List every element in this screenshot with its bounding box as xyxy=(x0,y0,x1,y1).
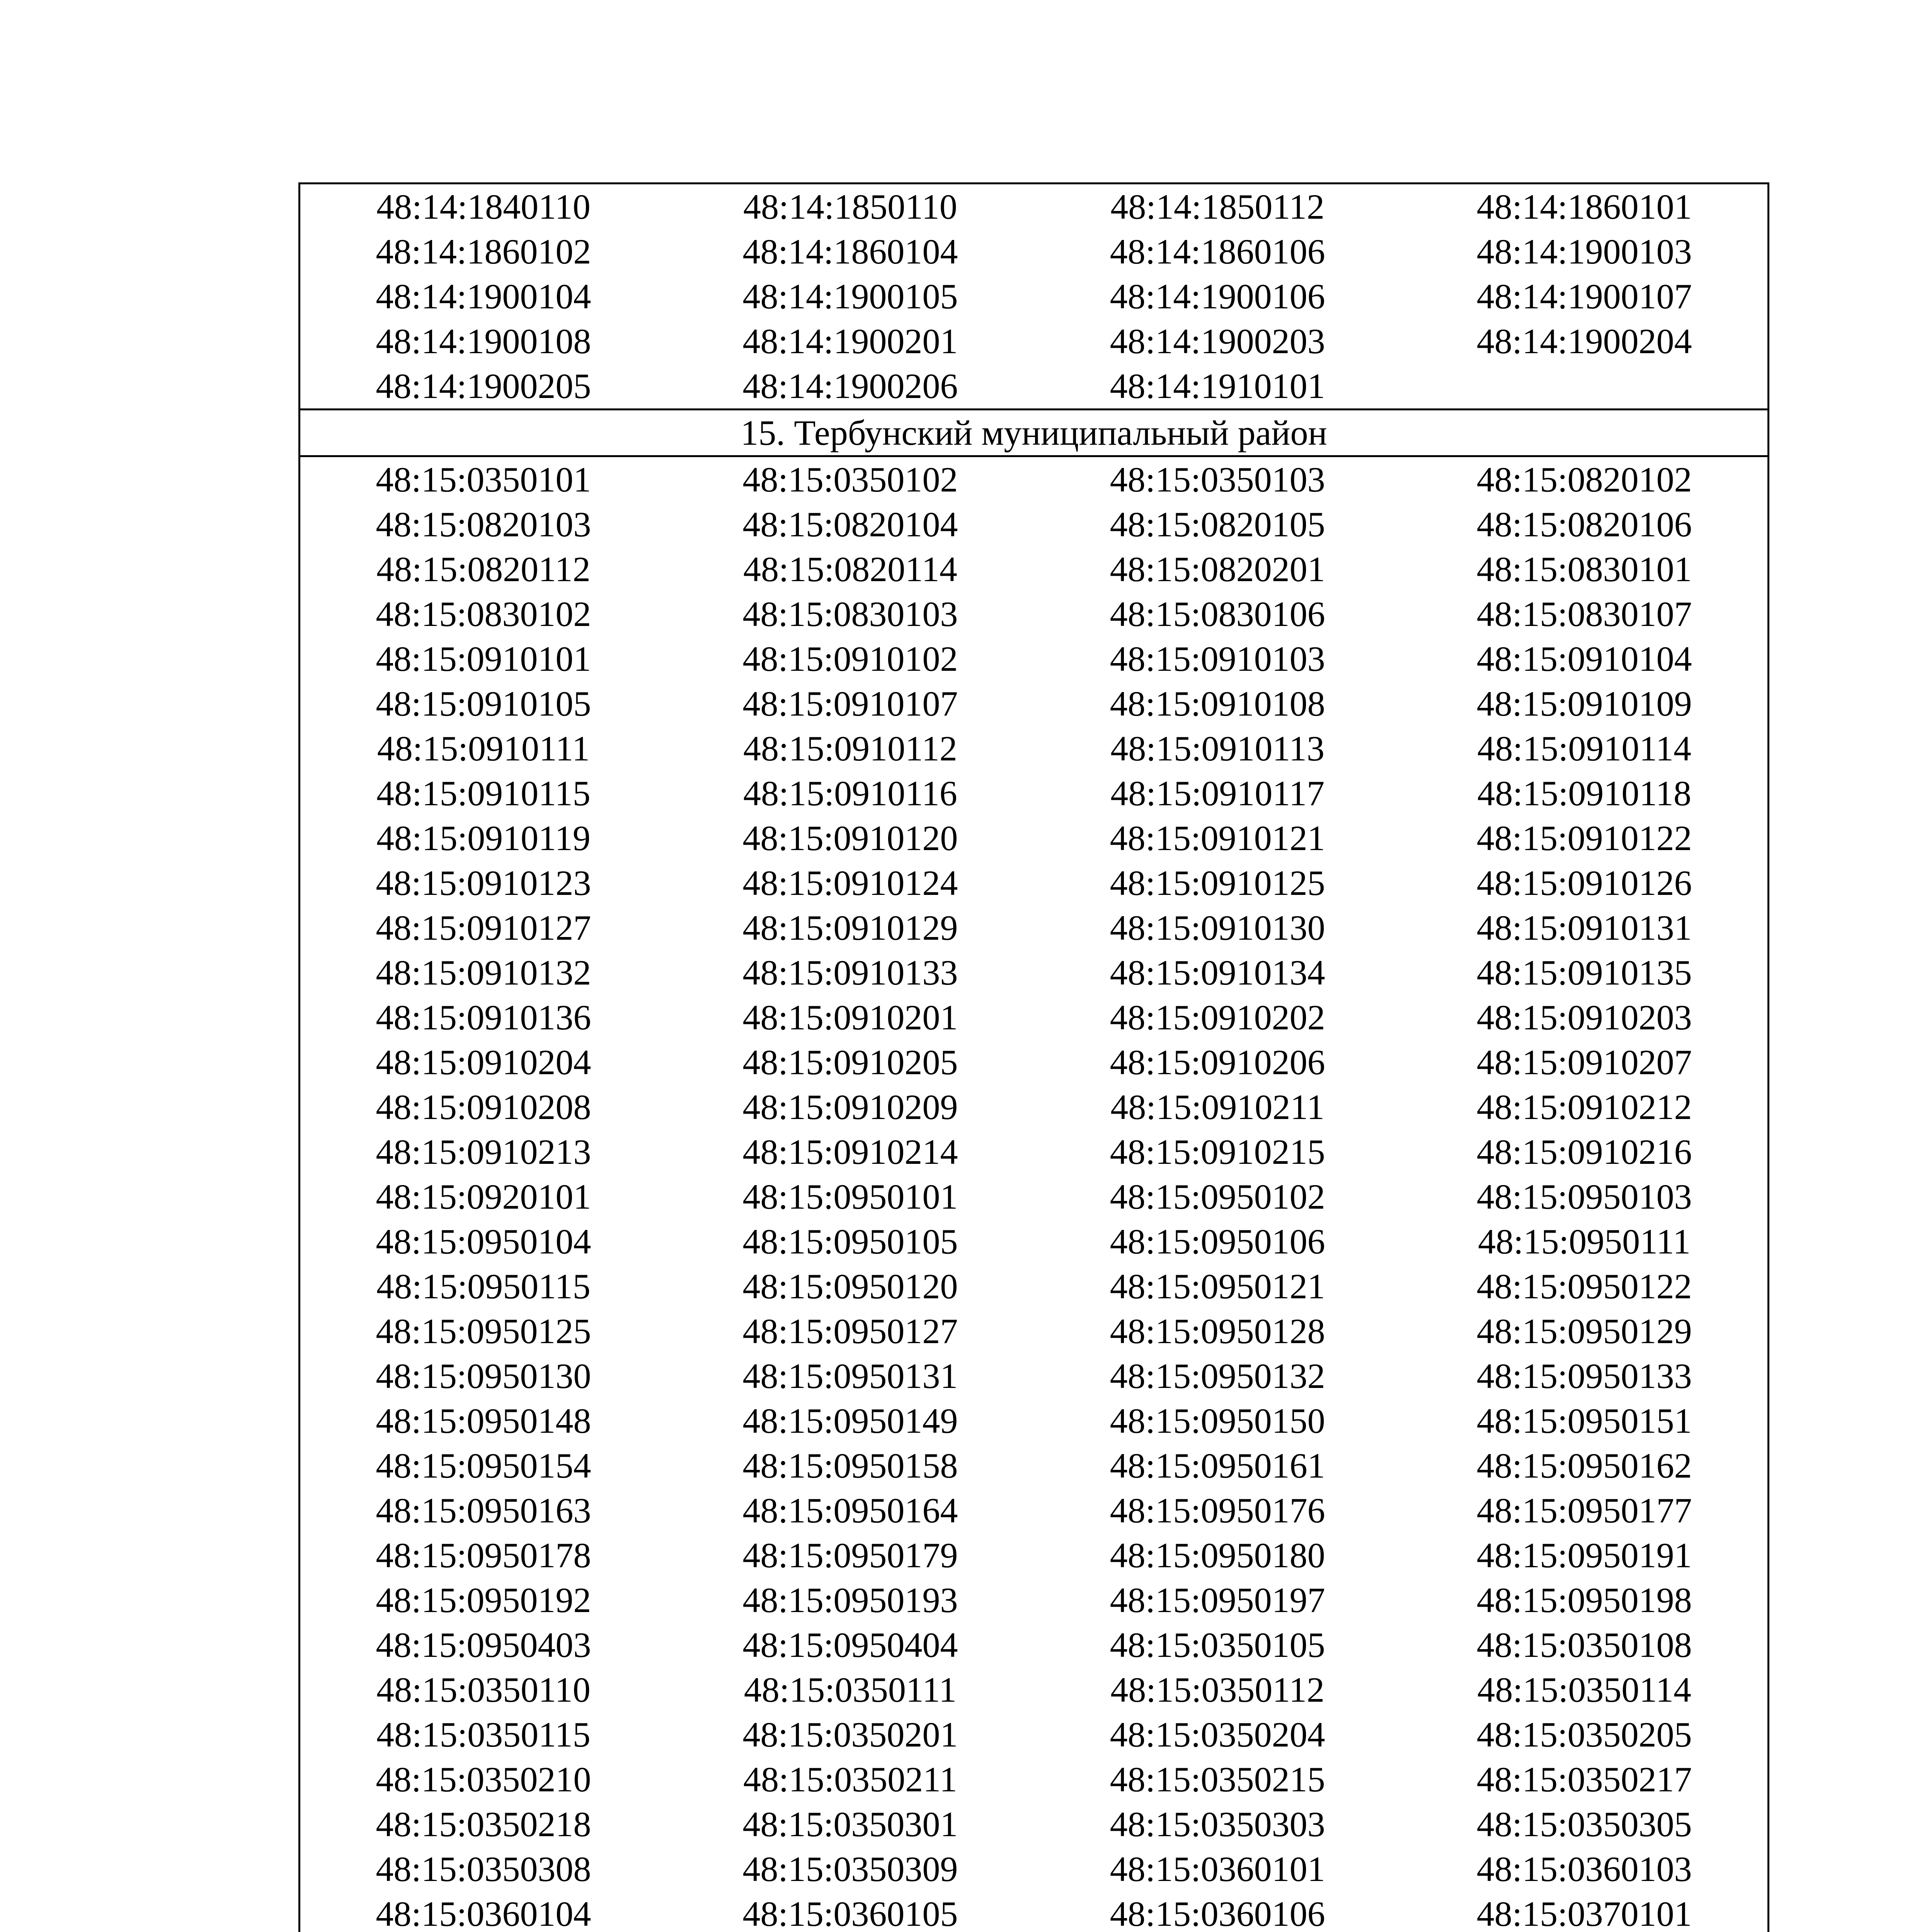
cadastral-number-cell: 48:15:0910214 xyxy=(742,1132,958,1172)
cadastral-number-cell: 48:14:1900201 xyxy=(742,321,958,361)
table-row xyxy=(300,1309,1769,1354)
table-row xyxy=(300,1443,1769,1488)
cadastral-number-cell: 48:15:0350210 xyxy=(376,1760,591,1799)
table-row xyxy=(300,1712,1769,1757)
table-row xyxy=(300,456,1769,502)
cadastral-number-cell: 48:15:0820102 xyxy=(1476,460,1692,499)
cadastral-number-cell: 48:15:0910113 xyxy=(1110,729,1325,768)
cadastral-number-cell: 48:15:0350204 xyxy=(1110,1715,1325,1754)
cadastral-number-cell: 48:15:0910135 xyxy=(1476,953,1692,992)
cadastral-number-cell: 48:15:0910129 xyxy=(742,908,958,947)
cadastral-number-cell: 48:15:0910134 xyxy=(1110,953,1325,992)
table-row xyxy=(300,229,1769,274)
cadastral-number-cell: 48:14:1860102 xyxy=(376,232,591,271)
cadastral-number-cell: 48:15:0910102 xyxy=(742,639,958,679)
cadastral-number-cell: 48:15:0910108 xyxy=(1110,684,1325,723)
cadastral-number-cell: 48:15:0350309 xyxy=(742,1849,958,1889)
cadastral-number-cell: 48:15:0950131 xyxy=(742,1356,958,1396)
cadastral-number-cell: 48:15:0910123 xyxy=(376,863,591,903)
cadastral-number-cell: 48:15:0360104 xyxy=(376,1894,591,1932)
cadastral-number-cell: 48:15:0350108 xyxy=(1476,1625,1692,1665)
table-row xyxy=(300,995,1769,1040)
cadastral-number-cell: 48:15:0950192 xyxy=(376,1580,591,1620)
cadastral-number-cell: 48:15:0360101 xyxy=(1110,1849,1325,1889)
cadastral-number-cell: 48:15:0950106 xyxy=(1110,1222,1325,1261)
cadastral-number-cell: 48:15:0950132 xyxy=(1110,1356,1325,1396)
cadastral-number-cell: 48:15:0910127 xyxy=(376,908,591,947)
cadastral-number-cell: 48:15:0910109 xyxy=(1476,684,1692,723)
cadastral-number-cell: 48:15:0830103 xyxy=(742,594,958,634)
cadastral-number-cell: 48:15:0350301 xyxy=(742,1804,958,1844)
table-row xyxy=(300,771,1769,816)
table-row xyxy=(300,636,1769,681)
cadastral-number-cell: 48:14:1910101 xyxy=(1110,366,1325,406)
cadastral-number-cell: 48:15:0950128 xyxy=(1110,1311,1325,1351)
cadastral-number-cell: 48:15:0350105 xyxy=(1110,1625,1325,1665)
cadastral-number-cell: 48:15:0910136 xyxy=(376,998,591,1037)
table-row xyxy=(300,1847,1769,1891)
cadastral-number-cell: 48:15:0950120 xyxy=(742,1267,958,1306)
cadastral-number-cell: 48:15:0950158 xyxy=(742,1446,958,1485)
cadastral-number-cell: 48:15:0950121 xyxy=(1110,1267,1325,1306)
cadastral-number-cell: 48:15:0350103 xyxy=(1110,460,1325,499)
cadastral-number-cell: 48:14:1900204 xyxy=(1476,321,1692,361)
cadastral-number-cell: 48:15:0350102 xyxy=(742,460,958,499)
cadastral-number-cell: 48:15:0350303 xyxy=(1110,1804,1325,1844)
cadastral-number-cell: 48:15:0950161 xyxy=(1110,1446,1325,1485)
cadastral-number-cell: 48:15:0910120 xyxy=(742,818,958,858)
cadastral-number-cell: 48:15:0950154 xyxy=(376,1446,591,1485)
section-heading-row xyxy=(300,410,1769,456)
district-heading: 15. Тербунский муниципальный район xyxy=(300,410,1769,456)
cadastral-number-cell: 48:15:0910114 xyxy=(1477,729,1691,768)
table-row xyxy=(300,1802,1769,1847)
table-row xyxy=(300,1040,1769,1085)
cadastral-quarters-table xyxy=(298,182,1769,1932)
cadastral-number-cell: 48:15:0910107 xyxy=(742,684,958,723)
cadastral-number-cell: 48:15:0350218 xyxy=(376,1804,591,1844)
cadastral-number-cell: 48:15:0830101 xyxy=(1476,549,1692,589)
cadastral-number-cell: 48:15:0950180 xyxy=(1110,1536,1325,1575)
cadastral-number-cell: 48:14:1860101 xyxy=(1476,187,1692,226)
cadastral-number-cell: 48:15:0360106 xyxy=(1110,1894,1325,1932)
table-row xyxy=(300,1667,1769,1712)
table-row xyxy=(300,905,1769,950)
cadastral-number-cell: 48:15:0350217 xyxy=(1476,1760,1692,1799)
cadastral-number-cell: 48:15:0950127 xyxy=(742,1311,958,1351)
cadastral-number-cell: 48:15:0950115 xyxy=(376,1267,591,1306)
cadastral-number-cell: 48:15:0820106 xyxy=(1476,505,1692,544)
cadastral-number-cell: 48:15:0950122 xyxy=(1476,1267,1692,1306)
cadastral-number-cell: 48:15:0910131 xyxy=(1476,908,1692,947)
cadastral-number-cell: 48:15:0910103 xyxy=(1110,639,1325,679)
cadastral-number-cell: 48:15:0910125 xyxy=(1110,863,1325,903)
cadastral-number-cell: 48:15:0360103 xyxy=(1476,1849,1692,1889)
cadastral-number-cell: 48:15:0360105 xyxy=(742,1894,958,1932)
table-row xyxy=(300,1354,1769,1398)
table-row xyxy=(300,681,1769,726)
cadastral-number-cell: 48:15:0910101 xyxy=(376,639,591,679)
cadastral-number-cell: 48:15:0350111 xyxy=(744,1670,957,1709)
table-row xyxy=(300,950,1769,995)
cadastral-number-cell: 48:15:0830102 xyxy=(376,594,591,634)
cadastral-number-cell: 48:15:0950176 xyxy=(1110,1491,1325,1530)
cadastral-number-cell: 48:15:0950151 xyxy=(1476,1401,1692,1440)
table-row xyxy=(300,502,1769,547)
cadastral-number-cell: 48:15:0350205 xyxy=(1476,1715,1692,1754)
cadastral-number-cell: 48:14:1900103 xyxy=(1476,232,1692,271)
cadastral-number-cell: 48:15:0910216 xyxy=(1476,1132,1692,1172)
cadastral-number-cell: 48:14:1900203 xyxy=(1110,321,1325,361)
cadastral-number-cell: 48:15:0910130 xyxy=(1110,908,1325,947)
table-row xyxy=(300,274,1769,319)
cadastral-number-cell: 48:15:0830106 xyxy=(1110,594,1325,634)
cadastral-number-cell: 48:15:0950150 xyxy=(1110,1401,1325,1440)
cadastral-number-cell: 48:14:1900205 xyxy=(376,366,591,406)
cadastral-number-cell: 48:15:0350101 xyxy=(376,460,591,499)
cadastral-number-cell: 48:15:0910105 xyxy=(376,684,591,723)
cadastral-number-cell: 48:15:0820201 xyxy=(1110,549,1325,589)
cadastral-number-cell: 48:15:0950163 xyxy=(376,1491,591,1530)
cadastral-number-cell: 48:15:0820103 xyxy=(376,505,591,544)
table-row xyxy=(300,1085,1769,1129)
cadastral-number-cell: 48:15:0910111 xyxy=(377,729,590,768)
cadastral-number-cell: 48:15:0910124 xyxy=(742,863,958,903)
cadastral-number-cell: 48:15:0910203 xyxy=(1476,998,1692,1037)
cadastral-number-cell: 48:15:0950102 xyxy=(1110,1177,1325,1216)
cadastral-number-cell: 48:15:0910133 xyxy=(742,953,958,992)
cadastral-number-cell: 48:14:1900105 xyxy=(742,277,958,316)
cadastral-number-cell: 48:15:0950197 xyxy=(1110,1580,1325,1620)
cadastral-number-cell: 48:15:0910104 xyxy=(1476,639,1692,679)
cadastral-number-cell: 48:15:0350115 xyxy=(376,1715,591,1754)
table-row xyxy=(300,861,1769,905)
cadastral-number-cell: 48:15:0910213 xyxy=(376,1132,591,1172)
table-row xyxy=(300,1488,1769,1533)
table-row xyxy=(300,1578,1769,1622)
cadastral-number-cell: 48:15:0910112 xyxy=(743,729,957,768)
cadastral-number-cell: 48:15:0910117 xyxy=(1110,774,1325,813)
cadastral-number-cell: 48:15:0910116 xyxy=(743,774,957,813)
cadastral-number-cell: 48:15:0950179 xyxy=(742,1536,958,1575)
cadastral-number-cell: 48:14:1900107 xyxy=(1476,277,1692,316)
cadastral-number-cell: 48:15:0350110 xyxy=(376,1670,591,1709)
table-row xyxy=(300,1174,1769,1219)
cadastral-number-cell: 48:15:0950103 xyxy=(1476,1177,1692,1216)
cadastral-number-cell: 48:15:0350114 xyxy=(1477,1670,1691,1709)
cadastral-number-cell: 48:15:0350305 xyxy=(1476,1804,1692,1844)
cadastral-number-cell: 48:15:0820112 xyxy=(376,549,591,589)
cadastral-number-cell: 48:15:0910115 xyxy=(376,774,591,813)
cadastral-number-cell: 48:15:0910211 xyxy=(1110,1087,1325,1127)
cadastral-number-cell: 48:15:0910208 xyxy=(376,1087,591,1127)
cadastral-number-cell: 48:14:1860106 xyxy=(1110,232,1325,271)
cadastral-number-cell: 48:15:0910204 xyxy=(376,1043,591,1082)
cadastral-number-cell: 48:15:0910126 xyxy=(1476,863,1692,903)
cadastral-number-cell: 48:15:0910132 xyxy=(376,953,591,992)
cadastral-number-cell: 48:15:0950101 xyxy=(742,1177,958,1216)
cadastral-number-cell: 48:15:0820105 xyxy=(1110,505,1325,544)
cadastral-number-cell xyxy=(1401,364,1768,410)
table-row xyxy=(300,1219,1769,1264)
cadastral-number-cell: 48:15:0370101 xyxy=(1476,1894,1692,1932)
cadastral-number-cell: 48:14:1900108 xyxy=(376,321,591,361)
cadastral-number-cell: 48:15:0910202 xyxy=(1110,998,1325,1037)
cadastral-number-cell: 48:15:0950403 xyxy=(376,1625,591,1665)
table-row xyxy=(300,547,1769,592)
cadastral-number-cell: 48:15:0920101 xyxy=(376,1177,591,1216)
cadastral-number-cell: 48:15:0910122 xyxy=(1476,818,1692,858)
cadastral-number-cell: 48:15:0350201 xyxy=(742,1715,958,1754)
cadastral-number-cell: 48:15:0950129 xyxy=(1476,1311,1692,1351)
cadastral-number-cell: 48:15:0910212 xyxy=(1476,1087,1692,1127)
table-row xyxy=(300,726,1769,771)
cadastral-number-cell: 48:15:0910209 xyxy=(742,1087,958,1127)
cadastral-number-cell: 48:15:0950162 xyxy=(1476,1446,1692,1485)
table-row xyxy=(300,1533,1769,1578)
cadastral-number-cell: 48:15:0950133 xyxy=(1476,1356,1692,1396)
cadastral-number-cell: 48:15:0950105 xyxy=(742,1222,958,1261)
cadastral-number-cell: 48:15:0350215 xyxy=(1110,1760,1325,1799)
cadastral-number-cell: 48:14:1840110 xyxy=(376,187,591,226)
cadastral-number-cell: 48:15:0950125 xyxy=(376,1311,591,1351)
cadastral-number-cell: 48:14:1900106 xyxy=(1110,277,1325,316)
cadastral-number-cell: 48:15:0950130 xyxy=(376,1356,591,1396)
cadastral-number-cell: 48:14:1850110 xyxy=(743,187,957,226)
cadastral-number-cell: 48:15:0350308 xyxy=(376,1849,591,1889)
table-row xyxy=(300,1757,1769,1802)
cadastral-number-cell: 48:15:0910121 xyxy=(1110,818,1325,858)
cadastral-number-cell: 48:15:0950111 xyxy=(1478,1222,1691,1261)
table-row xyxy=(300,1622,1769,1667)
cadastral-number-cell: 48:15:0350211 xyxy=(743,1760,957,1799)
cadastral-number-cell: 48:15:0910206 xyxy=(1110,1043,1325,1082)
cadastral-number-cell: 48:14:1850112 xyxy=(1110,187,1325,226)
table-row xyxy=(300,816,1769,861)
cadastral-number-cell: 48:15:0910205 xyxy=(742,1043,958,1082)
cadastral-number-cell: 48:15:0950178 xyxy=(376,1536,591,1575)
cadastral-number-cell: 48:15:0820104 xyxy=(742,505,958,544)
cadastral-number-cell: 48:15:0950149 xyxy=(742,1401,958,1440)
cadastral-number-cell: 48:15:0820114 xyxy=(743,549,957,589)
cadastral-number-cell: 48:15:0910215 xyxy=(1110,1132,1325,1172)
cadastral-number-cell: 48:15:0950104 xyxy=(376,1222,591,1261)
cadastral-number-cell: 48:15:0830107 xyxy=(1476,594,1692,634)
cadastral-number-cell: 48:14:1860104 xyxy=(742,232,958,271)
table-row xyxy=(300,592,1769,636)
table-body xyxy=(300,184,1769,1932)
cadastral-number-cell: 48:15:0950164 xyxy=(742,1491,958,1530)
table-row xyxy=(300,319,1769,364)
cadastral-number-cell: 48:15:0350112 xyxy=(1110,1670,1325,1709)
cadastral-number-cell: 48:15:0950191 xyxy=(1476,1536,1692,1575)
cadastral-number-cell: 48:15:0950193 xyxy=(742,1580,958,1620)
table-row xyxy=(300,184,1769,230)
cadastral-number-cell: 48:15:0950198 xyxy=(1476,1580,1692,1620)
table-row xyxy=(300,1129,1769,1174)
cadastral-number-cell: 48:15:0910207 xyxy=(1476,1043,1692,1082)
table-row xyxy=(300,364,1769,410)
cadastral-number-cell: 48:15:0950404 xyxy=(742,1625,958,1665)
table-row xyxy=(300,1398,1769,1443)
cadastral-number-cell: 48:15:0910201 xyxy=(742,998,958,1037)
cadastral-number-cell: 48:15:0910118 xyxy=(1477,774,1691,813)
table-row xyxy=(300,1891,1769,1932)
cadastral-number-cell: 48:15:0950177 xyxy=(1476,1491,1692,1530)
cadastral-number-cell: 48:15:0910119 xyxy=(376,818,591,858)
table-row xyxy=(300,1264,1769,1309)
cadastral-number-cell: 48:14:1900104 xyxy=(376,277,591,316)
cadastral-number-cell: 48:14:1900206 xyxy=(742,366,958,406)
cadastral-number-cell: 48:15:0950148 xyxy=(376,1401,591,1440)
